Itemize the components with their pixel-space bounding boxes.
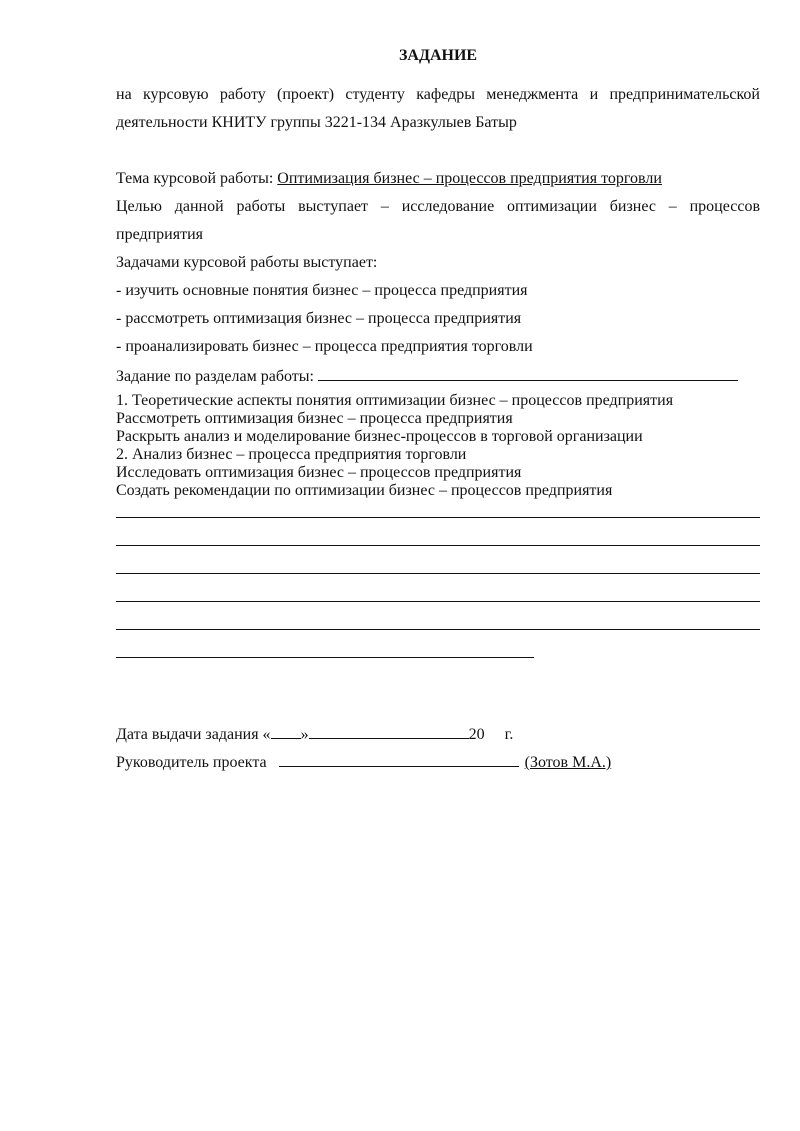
issue-day-blank [271,724,301,739]
issue-date-mid: » [300,726,309,743]
section-item: 2. Анализ бизнес – процесса предприятия торговли [116,446,467,463]
task-item: - изучить основные понятия бизнес – процесса предприятия [116,282,528,299]
issue-date-line [116,724,760,744]
blank-line [116,601,760,602]
section-item: Создать рекомендации по оптимизации бизнес – процессов предприятия [116,482,613,499]
intro-line-2: деятельности КНИТУ группы 3221-134 Аразкулыев Батыр [116,114,517,131]
section-item: Рассмотреть оптимизация бизнес – процесса предприятия [116,410,513,427]
blank-line [116,545,760,546]
section-item: Исследовать оптимизация бизнес – процессов предприятия [116,464,522,481]
blank-line [116,517,760,518]
issue-year: 20 [468,726,485,743]
supervisor-name: (Зотов М.А.) [524,754,612,771]
goal-line-2: предприятия [116,226,203,243]
tasks-heading: Задачами курсовой работы выступает: [116,254,378,271]
sections-label: Задание по разделам работы: [116,368,318,385]
section-item: 1. Теоретические аспекты понятия оптимизации бизнес – процессов предприятия [116,392,674,409]
topic-label: Тема курсовой работы: [116,170,278,187]
issue-date-label: Дата выдачи задания « [116,726,271,743]
supervisor-signature-blank [279,752,519,767]
task-item: - рассмотреть оптимизация бизнес – процесса предприятия [116,310,522,327]
supervisor-label: Руководитель проекта [116,754,267,771]
blank-line [116,629,760,630]
document-title: ЗАДАНИЕ [398,47,478,64]
task-item: - проанализировать бизнес – процесса предприятия торговли [116,338,533,355]
topic-line [116,170,760,188]
sections-line [116,366,760,386]
blank-line [116,657,534,658]
issue-month-blank [309,724,469,739]
sections-blank [318,366,738,381]
blank-line [116,573,760,574]
topic-value: Оптимизация бизнес – процессов предприятия торговли [277,170,662,187]
issue-year-suffix: г. [504,726,514,743]
intro-line-1: на курсовую работу (проект) студенту кафедры менеджмента и предпринимательской [116,86,760,103]
supervisor-line [116,752,760,772]
section-item: Раскрыть анализ и моделирование бизнес-процессов в торговой организации [116,428,643,445]
goal-line-1: Целью данной работы выступает – исследование оптимизации бизнес – процессов [116,198,760,215]
